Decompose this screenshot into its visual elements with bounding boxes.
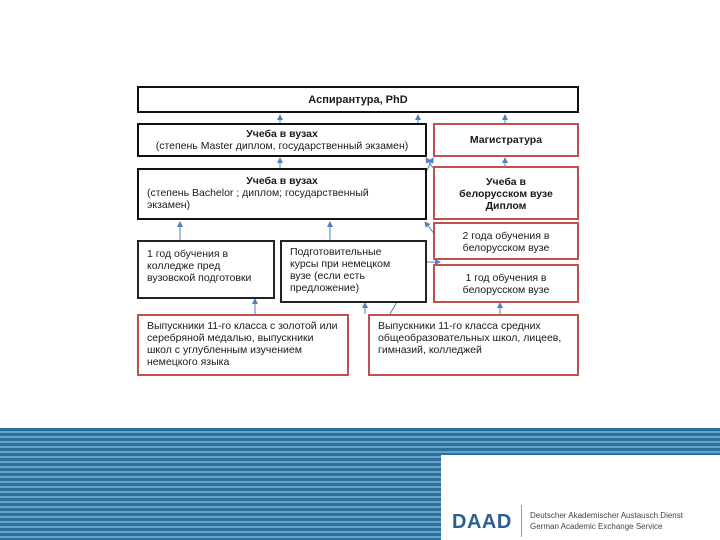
- org-name-de: Deutscher Akademischer Austausch Dienst: [530, 511, 683, 520]
- grads-general-line2: общеобразовательных школ, лицеев,: [378, 332, 562, 344]
- logo-divider: [521, 505, 522, 537]
- college-box: [137, 240, 275, 299]
- daad-logo: DAAD: [452, 511, 512, 533]
- bachelor-line3: экзамен): [147, 199, 191, 211]
- belarus-diploma-line3: Диплом: [485, 200, 527, 212]
- college-line1: 1 год обучения в: [147, 248, 229, 260]
- grads-medal-line3: школ с углубленным изучением: [147, 344, 302, 356]
- daad-logo-panel: [441, 455, 720, 540]
- grads-medal-line2: серебряной медалью, выпускники: [147, 332, 314, 344]
- magistratura-label: Магистратура: [469, 134, 543, 146]
- phd-box: [137, 86, 579, 113]
- college-line2: колледже пред: [147, 260, 221, 272]
- grads-medal-box: [137, 314, 349, 376]
- grads-general-line1: Выпускники 11-го класса средних: [378, 320, 541, 332]
- phd-label: Аспирантура, PhD: [308, 94, 408, 106]
- one-year-box: [433, 264, 579, 303]
- prep-courses-box: [280, 240, 427, 303]
- belarus-diploma-line2: белорусском вузе: [459, 188, 553, 200]
- prep-line4: предложение): [290, 282, 360, 294]
- prep-line3: вузе (если есть: [290, 270, 365, 282]
- grads-general-box: [368, 314, 579, 376]
- daad-org-names: [530, 510, 683, 532]
- two-years-line1: 2 года обучения в: [462, 230, 550, 242]
- one-year-line1: 1 год обучения в: [465, 272, 547, 284]
- bachelor-title: Учеба в вузах: [246, 175, 318, 187]
- master-subtitle: (степень Master диплом, государственный экзамен): [155, 140, 409, 152]
- prep-line1: Подготовительные: [290, 246, 382, 258]
- grads-general-line3: гимназий, колледжей: [378, 344, 482, 356]
- one-year-line2: белорусском вузе: [462, 284, 550, 296]
- bachelor-line2: (степень Bachelor ; диплом; государственный: [147, 187, 369, 199]
- belarus-diploma-box: [433, 166, 579, 220]
- grads-medal-line1: Выпускники 11-го класса с золотой или: [147, 320, 338, 332]
- org-name-en: German Academic Exchange Service: [530, 522, 663, 531]
- belarus-diploma-line1: Учеба в: [485, 176, 527, 188]
- master-box: [137, 123, 427, 157]
- two-years-box: [433, 222, 579, 260]
- prep-line2: курсы при немецком: [290, 258, 391, 270]
- magistratura-box: [433, 123, 579, 157]
- two-years-line2: белорусском вузе: [462, 242, 550, 254]
- master-title: Учеба в вузах: [246, 128, 318, 140]
- grads-medal-line4: немецкого языка: [147, 356, 230, 368]
- college-line3: вузовской подготовки: [147, 272, 252, 284]
- bachelor-box: [137, 168, 427, 220]
